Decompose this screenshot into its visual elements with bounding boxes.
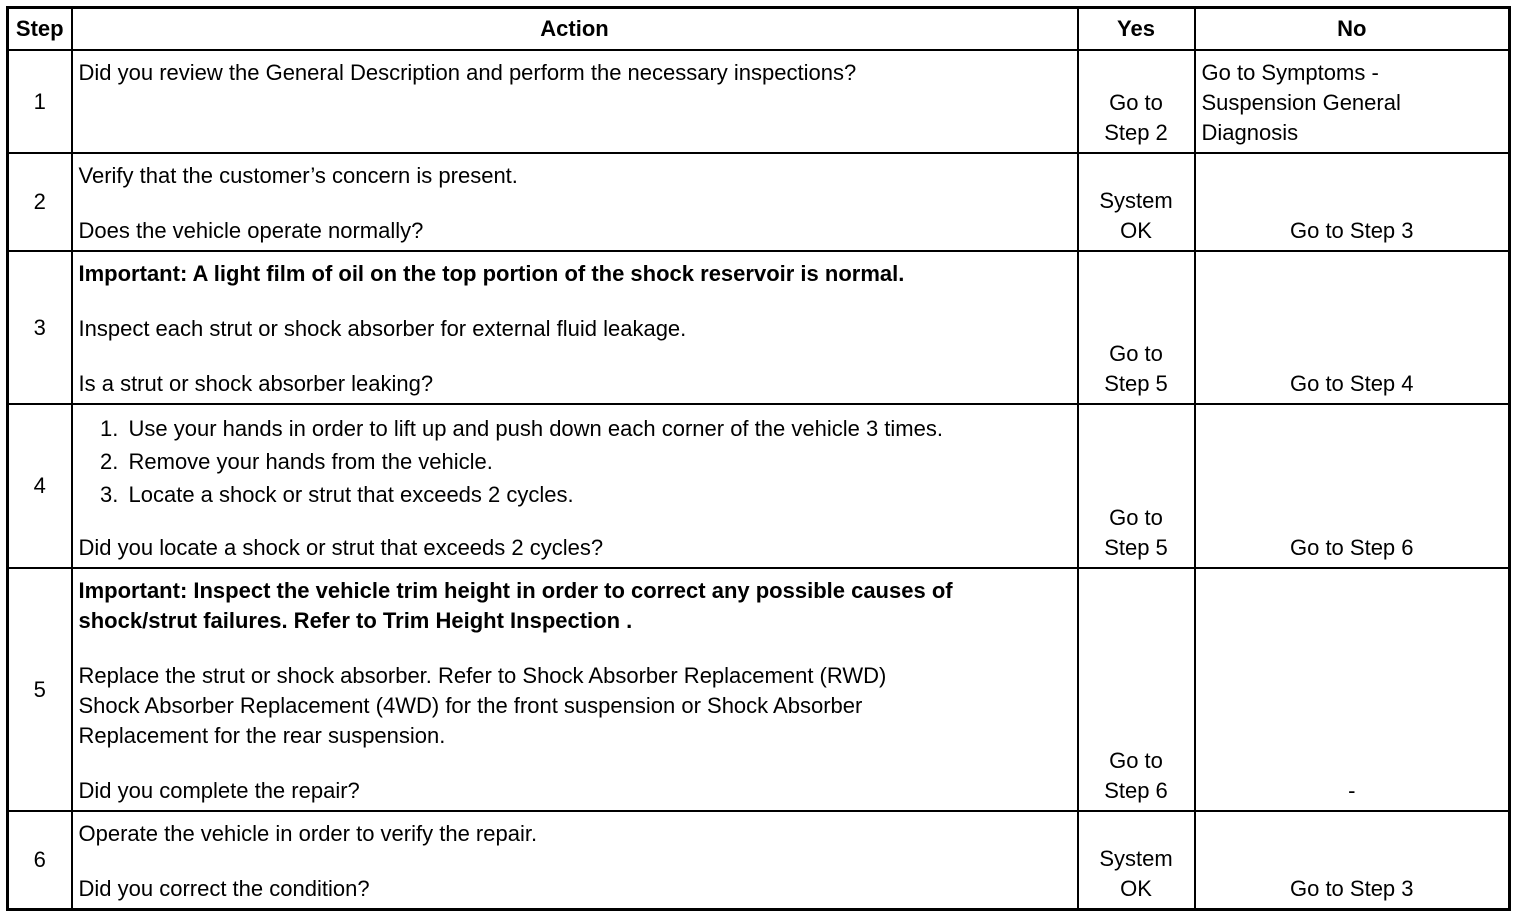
action-instruction: Inspect each strut or shock absorber for external fluid leakage. xyxy=(78,316,687,341)
no-cell: Go to Step 4 xyxy=(1195,251,1510,404)
table-row xyxy=(8,50,1510,153)
action-instruction xyxy=(79,661,1071,751)
yes-cell xyxy=(1078,811,1195,910)
action-cell xyxy=(72,251,1078,404)
header-action: Action xyxy=(72,8,1078,51)
action-cell xyxy=(72,404,1078,568)
yes-text: Step 5 xyxy=(1104,371,1168,396)
important-note xyxy=(79,576,1071,636)
diagnostic-table xyxy=(6,6,1511,911)
action-question: Did you review the General Description and perform the necessary inspections? xyxy=(78,60,857,85)
yes-text: OK xyxy=(1120,876,1152,901)
action-instruction: Verify that the customer’s concern is present. xyxy=(78,163,518,188)
no-cell: - xyxy=(1195,568,1510,811)
table-row xyxy=(8,404,1510,568)
header-no: No xyxy=(1195,8,1510,51)
yes-text: Step 2 xyxy=(1104,120,1168,145)
yes-text: Go to xyxy=(1109,748,1163,773)
action-question: Did you complete the repair? xyxy=(78,778,360,803)
step-number: 1 xyxy=(8,50,72,153)
table-row xyxy=(8,153,1510,251)
no-text: Go to Symptoms - xyxy=(1201,60,1379,85)
important-line: shock/strut failures. Refer to Trim Height Inspection . xyxy=(78,608,633,633)
action-cell xyxy=(72,50,1078,153)
yes-text: Go to xyxy=(1109,505,1163,530)
no-cell: Go to Step 3 xyxy=(1195,153,1510,251)
step-number: 4 xyxy=(8,404,72,568)
instruction-line: Shock Absorber Replacement (4WD) for the front suspension or Shock Absorber xyxy=(78,693,863,718)
important-note: Important: A light film of oil on the top portion of the shock reservoir is normal. xyxy=(78,261,905,286)
table-row xyxy=(8,811,1510,910)
yes-text: OK xyxy=(1120,218,1152,243)
yes-text: Step 5 xyxy=(1104,535,1168,560)
step-number: 2 xyxy=(8,153,72,251)
list-item: 2. Remove your hands from the vehicle. xyxy=(125,445,1071,478)
step-number: 6 xyxy=(8,811,72,910)
table-row xyxy=(8,568,1510,811)
action-question: Does the vehicle operate normally? xyxy=(78,218,424,243)
yes-cell xyxy=(1078,50,1195,153)
yes-cell xyxy=(1078,251,1195,404)
no-text: Suspension General xyxy=(1201,90,1401,115)
procedure-list xyxy=(79,412,1071,511)
yes-cell xyxy=(1078,568,1195,811)
yes-cell xyxy=(1078,404,1195,568)
yes-text: Go to xyxy=(1109,90,1163,115)
instruction-line: Replace the strut or shock absorber. Refer to Shock Absorber Replacement (RWD) xyxy=(78,663,887,688)
yes-cell xyxy=(1078,153,1195,251)
important-line: Important: Inspect the vehicle trim height in order to correct any possible causes of xyxy=(78,578,953,603)
list-item: 3. Locate a shock or strut that exceeds 2 cycles. xyxy=(125,478,1071,511)
yes-text: Go to xyxy=(1109,341,1163,366)
header-step: Step xyxy=(8,8,72,51)
table-row xyxy=(8,251,1510,404)
step-number: 3 xyxy=(8,251,72,404)
instruction-line: Replacement for the rear suspension. xyxy=(78,723,446,748)
yes-text: Step 6 xyxy=(1104,778,1168,803)
action-question: Is a strut or shock absorber leaking? xyxy=(78,371,434,396)
action-instruction: Operate the vehicle in order to verify the repair. xyxy=(78,821,538,846)
no-cell xyxy=(1195,50,1510,153)
action-cell xyxy=(72,153,1078,251)
action-question: Did you locate a shock or strut that exceeds 2 cycles? xyxy=(78,535,604,560)
yes-text: System xyxy=(1099,846,1173,871)
action-cell xyxy=(72,811,1078,910)
no-cell: Go to Step 3 xyxy=(1195,811,1510,910)
no-cell: Go to Step 6 xyxy=(1195,404,1510,568)
header-yes: Yes xyxy=(1078,8,1195,51)
action-question: Did you correct the condition? xyxy=(78,876,370,901)
yes-text: System xyxy=(1099,188,1173,213)
header-row xyxy=(8,8,1510,51)
no-text: Diagnosis xyxy=(1201,120,1299,145)
step-number: 5 xyxy=(8,568,72,811)
action-cell xyxy=(72,568,1078,811)
list-item: 1. Use your hands in order to lift up and push down each corner of the vehicle 3 times. xyxy=(125,412,1071,445)
